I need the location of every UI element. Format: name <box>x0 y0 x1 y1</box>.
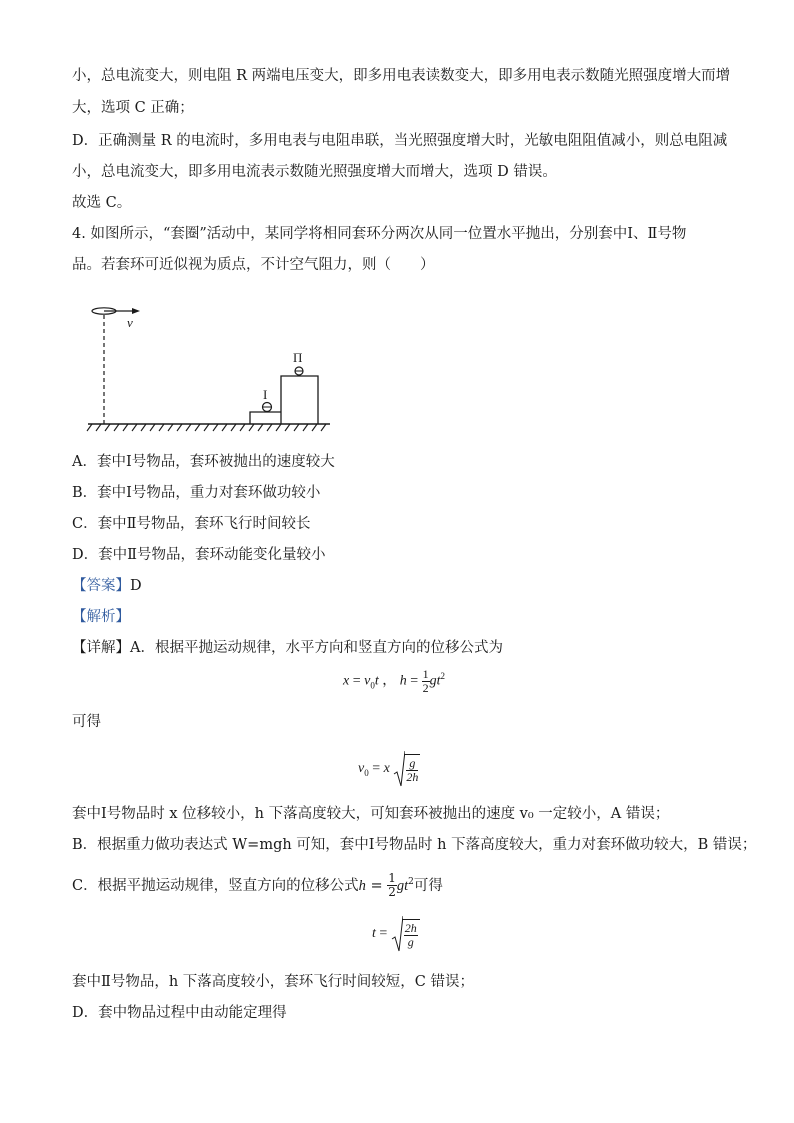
prev-line-3: D．正确测量 R 的电流时，多用电表与电阻串联，当光照强度增大时，光敏电阻阻值减小，则总电阻减 <box>72 133 728 149</box>
question-stem-1: 4. 如图所示，“套圈”活动中，某同学将相同套环分两次从同一位置水平抛出，分别套中Ⅰ、Ⅱ号物 <box>72 226 687 242</box>
prev-line-1: 小，总电流变大，则电阻 R 两端电压变大，即多用电表读数变大，即多用电表示数随光照强度增大而增 <box>72 68 731 84</box>
high-block <box>281 376 318 424</box>
formula1-t: t <box>374 673 379 689</box>
answer-value: D <box>130 578 142 594</box>
formula3-den: g <box>407 935 414 949</box>
sqrt-fraction-2 <box>402 919 420 949</box>
line-c-exp: 2 <box>408 877 414 887</box>
formula-time: t = $\frac{2h}{g}$ <box>372 915 420 955</box>
low-step <box>250 412 281 424</box>
formula1-x: x <box>343 673 350 689</box>
ground-hatching <box>87 424 326 431</box>
option-a: A．套中Ⅰ号物品，套环被抛出的速度较大 <box>72 454 335 470</box>
line-c-pre: C．根据平抛运动规律，竖直方向的位移公式 <box>72 877 359 894</box>
half-fraction-inline <box>387 872 397 899</box>
formula-v0: $v_0 = x$ $\frac{g}{2h}$ <box>358 750 420 790</box>
formula1-h: h <box>399 673 407 689</box>
formula1-exp: 2 <box>440 671 446 682</box>
line-c: C．根据平抛运动规律，竖直方向的位移公式h = $\frac{1}{2}$ $gt^2$可得 <box>72 871 443 900</box>
option-b: B．套中Ⅰ号物品，重力对套环做功较小 <box>72 485 321 501</box>
half-num: 1 <box>422 667 429 681</box>
line-c-gt: gt <box>396 877 409 894</box>
item-2-label: Π <box>293 350 303 365</box>
prev-line-2: 大，选项 C 正确； <box>72 100 194 116</box>
line-c-post: 可得 <box>413 877 443 894</box>
keyide: 可得 <box>72 714 101 730</box>
formula-displacement: $x = v_0t$ ， h = $\frac{1}{2}$ $gt^2$ <box>343 667 446 695</box>
formula3-num: 2h <box>404 921 417 935</box>
answer-label: 【答案】 <box>72 578 130 594</box>
question-stem-2: 品。若套环可近似视为质点，不计空气阻力，则（ ） <box>72 257 435 273</box>
line-c-h: h <box>358 877 366 894</box>
analysis-label: 【解析】 <box>72 609 130 625</box>
half-fraction <box>422 668 430 695</box>
formula2-lhs: v <box>358 760 365 776</box>
ring-toss-figure <box>80 300 340 440</box>
half-den: 2 <box>422 681 429 695</box>
sqrt-fraction <box>404 754 420 784</box>
arrow-head-icon <box>132 308 140 314</box>
line-a: 套中Ⅰ号物品时 x 位移较小，h 下落高度较大，可知套环被抛出的速度 v₀ 一定较小，A 错误； <box>72 806 670 822</box>
answer-line <box>72 576 142 596</box>
formula2-num: g <box>406 757 418 771</box>
velocity-label: v <box>127 315 133 330</box>
formula2-sub: 0 <box>364 767 369 778</box>
detail-label: 【详解】 <box>72 640 130 656</box>
formula2-den: 2h <box>406 770 419 784</box>
line-b: B．根据重力做功表达式 W=mgh 可知，套中Ⅰ号物品时 h 下落高度较大，重力对套环做功较大，B 错误； <box>72 837 757 853</box>
detail-intro: A．根据平抛运动规律，水平方向和竖直方向的位移公式为 <box>130 640 503 656</box>
formula2-x: x <box>383 760 390 776</box>
option-d: D．套中Ⅱ号物品，套环动能变化量较小 <box>72 547 326 563</box>
half-num-2: 1 <box>388 871 396 886</box>
formula1-gt: gt <box>429 673 441 689</box>
detail-line <box>72 638 503 658</box>
formula3-t: t <box>372 926 376 941</box>
formula1-sub: 0 <box>370 680 375 691</box>
line-d: D．套中物品过程中由动能定理得 <box>72 1005 287 1021</box>
prev-line-4: 小，总电流变大，即多用电流表示数随光照强度增大而增大，选项 D 错误。 <box>72 164 557 180</box>
formula1-v: v <box>364 673 371 689</box>
prev-line-5: 故选 C。 <box>72 195 132 211</box>
line-c2: 套中Ⅱ号物品，h 下落高度较小，套环飞行时间较短，C 错误； <box>72 974 475 990</box>
half-den-2: 2 <box>388 885 396 900</box>
item-1-label: I <box>263 387 268 402</box>
option-c: C．套中Ⅱ号物品，套环飞行时间较长 <box>72 516 311 532</box>
